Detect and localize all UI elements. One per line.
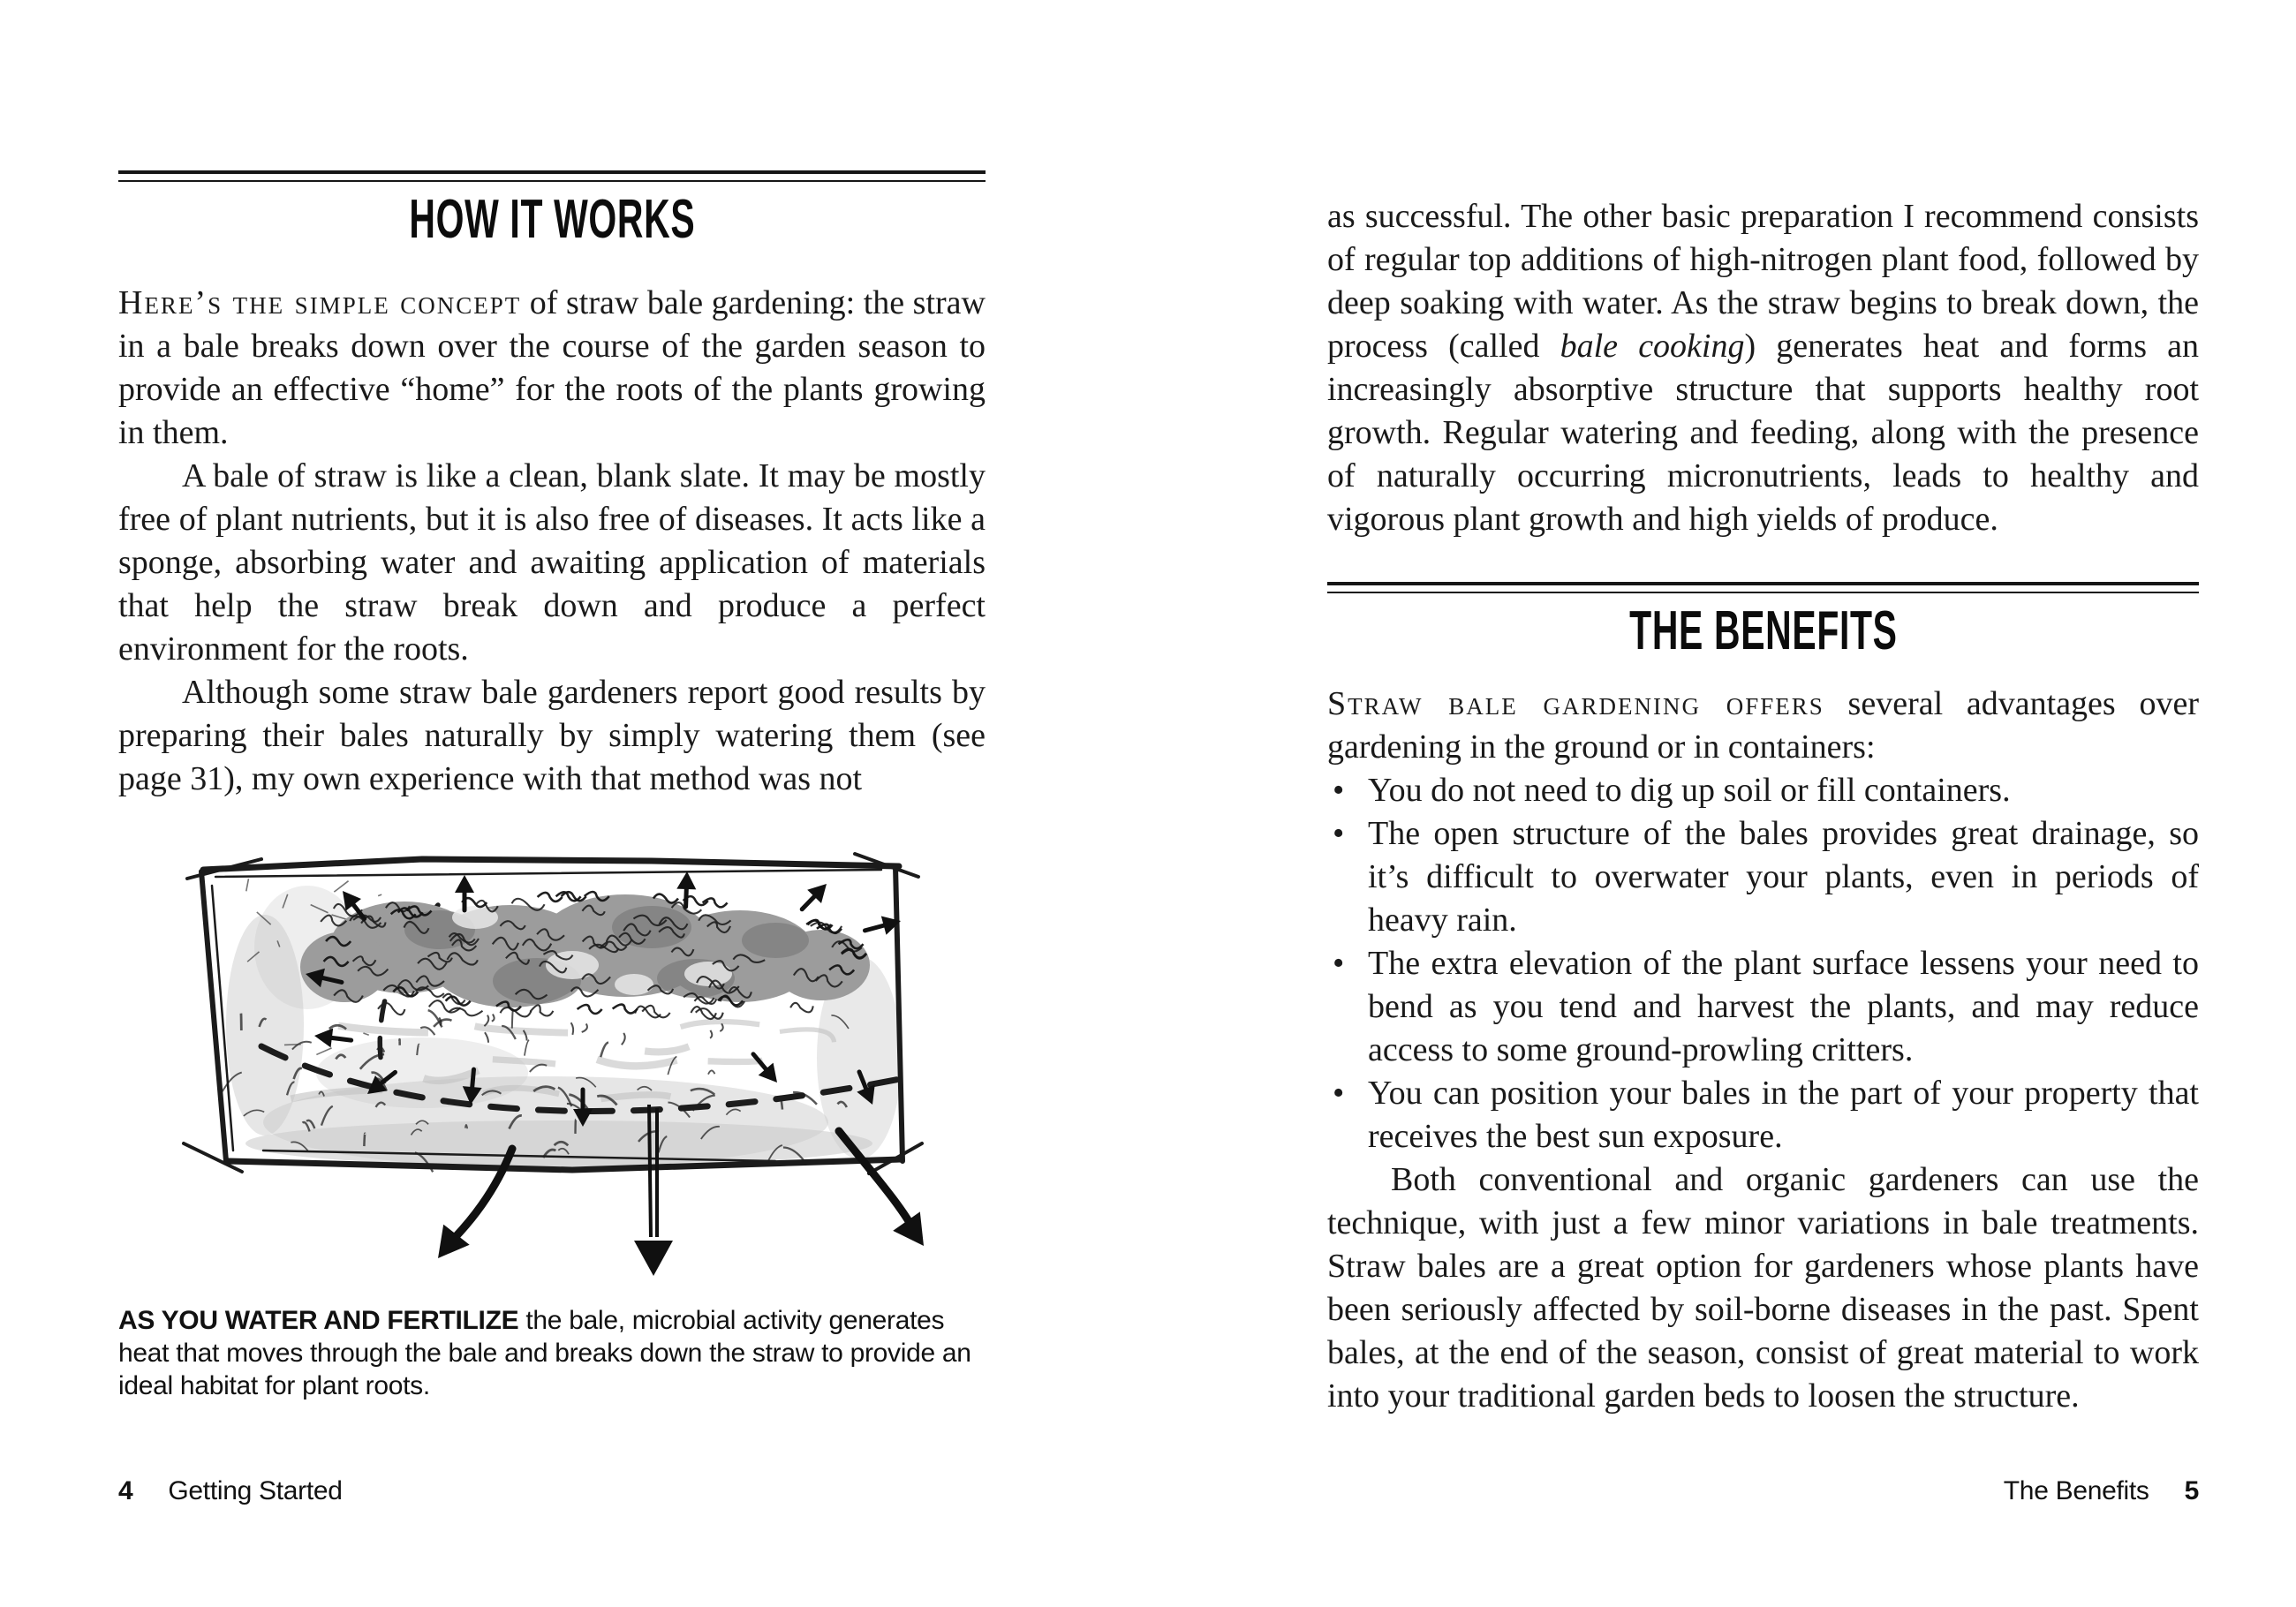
paragraph-preparation-after: ) generates heat and forms an increasingly absorptive structure that supports healthy root growth. Regular watering and feeding, along with the presence of naturally occurring micronutrients, leads to healthy and vigorous plant growth and high yields of produce. (1327, 328, 2199, 538)
page-number: 5 (2184, 1476, 2199, 1505)
straw-bale-figure (118, 833, 986, 1402)
benefits-list (1327, 769, 2199, 1158)
page-right-column (1327, 0, 2199, 1418)
list-item (1327, 1072, 2199, 1158)
paragraph-benefits-intro (1327, 683, 2199, 769)
figure-caption (118, 1304, 986, 1402)
bullet-icon: • (1333, 815, 1345, 853)
paragraph-concept (118, 282, 986, 455)
footer-right (2004, 1476, 2199, 1506)
paragraph-blank-slate: A bale of straw is like a clean, blank slate. It may be mostly free of plant nutrients, but it is also free of diseases. It acts like a sponge, absorbing water and awaiting application of materials that help the straw break down and produce a perfect environment for the roots. (118, 457, 986, 668)
bullet-icon: • (1333, 1075, 1345, 1113)
list-item-text: The extra elevation of the plant surface lessens your need to bend as you tend and harvest the plants, and may reduce access to some ground-prowling critters. (1368, 945, 2199, 1069)
paragraph-closing: Both conventional and organic gardeners can use the technique, with just a few minor variations in bale treatments. Straw bales are a great option for gardeners whose plants have been seriously affected by soil-borne diseases in the past. Spent bales, at the end of the season, consist of great material to work into your traditional garden beds to loosen the structure. (1327, 1161, 2199, 1415)
running-head: Getting Started (168, 1476, 343, 1505)
section-divider-rule (1327, 582, 2199, 593)
paragraph-preparation-before: as successful. The other basic preparation I recommend consists of regular top additions of high-nitrogen plant food, followed by deep soaking with water. As the straw begins to break down, the process (called (1327, 198, 2199, 365)
page-title-how-it-works (118, 191, 986, 248)
list-item (1327, 812, 2199, 942)
caption-lead: AS YOU WATER AND FERTILIZE (118, 1306, 519, 1336)
list-item-text: You can position your bales in the part of your property that receives the best sun exposure. (1368, 1075, 2199, 1156)
bullet-icon: • (1333, 945, 1345, 983)
smallcaps-lead: Straw bale gardening offers (1327, 685, 1824, 723)
benefits-intro-text: several advantages over gardening in the ground or in containers: (1327, 685, 2199, 766)
bullet-icon: • (1333, 772, 1345, 810)
smallcaps-lead: Here’s the simple concept (118, 284, 522, 322)
page-title-the-benefits (1327, 602, 2199, 660)
page-number: 4 (118, 1476, 133, 1505)
list-item-text: You do not need to dig up soil or fill containers. (1368, 772, 2011, 810)
page-title-text: THE BENEFITS (1628, 600, 1898, 661)
section-divider-rule (118, 170, 986, 182)
straw-bale-illustration (157, 833, 934, 1292)
footer-left (118, 1476, 343, 1506)
caption-text: the bale, microbial activity generates heat that moves through the bale and breaks down the straw to provide an ideal habitat for plant roots. (118, 1306, 971, 1401)
paragraph-natural-prep: Although some straw bale gardeners report good results by preparing their bales naturally by simply watering them (see page 31), my own experience with that method was not (118, 674, 986, 798)
running-head: The Benefits (2003, 1476, 2149, 1505)
list-item (1327, 769, 2199, 812)
paragraph-preparation (1327, 195, 2199, 541)
paragraph-concept-text: of straw bale gardening: the straw in a bale breaks down over the course of the garden season to provide an effective “home” for the roots of the plants growing in them. (118, 284, 986, 452)
page-title-text: HOW IT WORKS (409, 189, 695, 250)
page-left-column (118, 0, 986, 1402)
list-item-text: The open structure of the bales provides great drainage, so it’s difficult to overwater your plants, even in periods of heavy rain. (1368, 815, 2199, 939)
italic-term-bale-cooking: bale cooking (1560, 328, 1745, 365)
list-item (1327, 942, 2199, 1072)
